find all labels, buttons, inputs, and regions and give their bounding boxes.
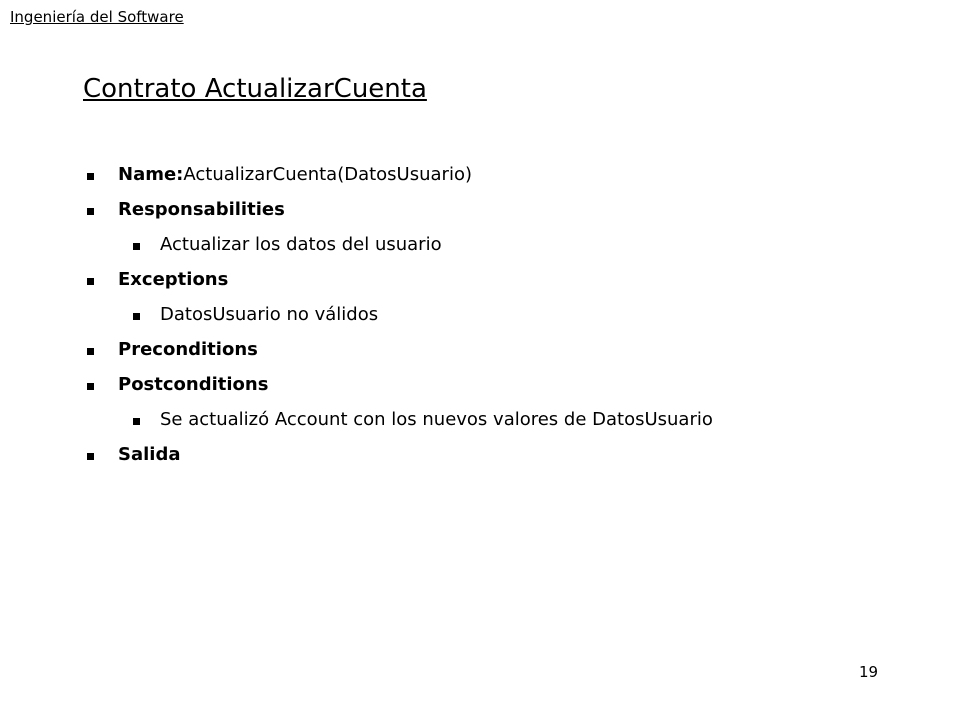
- square-bullet-icon: [133, 243, 140, 250]
- slide-title: Contrato ActualizarCuenta: [83, 74, 427, 104]
- exceptions-label: Exceptions: [118, 269, 229, 290]
- bullet-name-text: [118, 163, 472, 187]
- exceptions-item: DatosUsuario no válidos: [160, 304, 379, 325]
- square-bullet-icon: [87, 208, 94, 215]
- square-bullet-icon: [87, 453, 94, 460]
- postconditions-item: Se actualizó Account con los nuevos valores de DatosUsuario: [160, 409, 713, 430]
- responsabilities-label: Responsabilities: [118, 199, 285, 220]
- name-label: Name:: [118, 164, 184, 185]
- square-bullet-icon: [133, 418, 140, 425]
- preconditions-label: Preconditions: [118, 339, 258, 360]
- square-bullet-icon: [133, 313, 140, 320]
- salida-label: Salida: [118, 444, 181, 465]
- header-course-link[interactable]: Ingeniería del Software: [10, 8, 184, 26]
- square-bullet-icon: [87, 278, 94, 285]
- square-bullet-icon: [87, 383, 94, 390]
- responsabilities-item: Actualizar los datos del usuario: [160, 234, 442, 255]
- postconditions-label: Postconditions: [118, 374, 269, 395]
- name-value: ActualizarCuenta(DatosUsuario): [183, 164, 472, 185]
- square-bullet-icon: [87, 173, 94, 180]
- square-bullet-icon: [87, 348, 94, 355]
- page-number: 19: [859, 663, 879, 681]
